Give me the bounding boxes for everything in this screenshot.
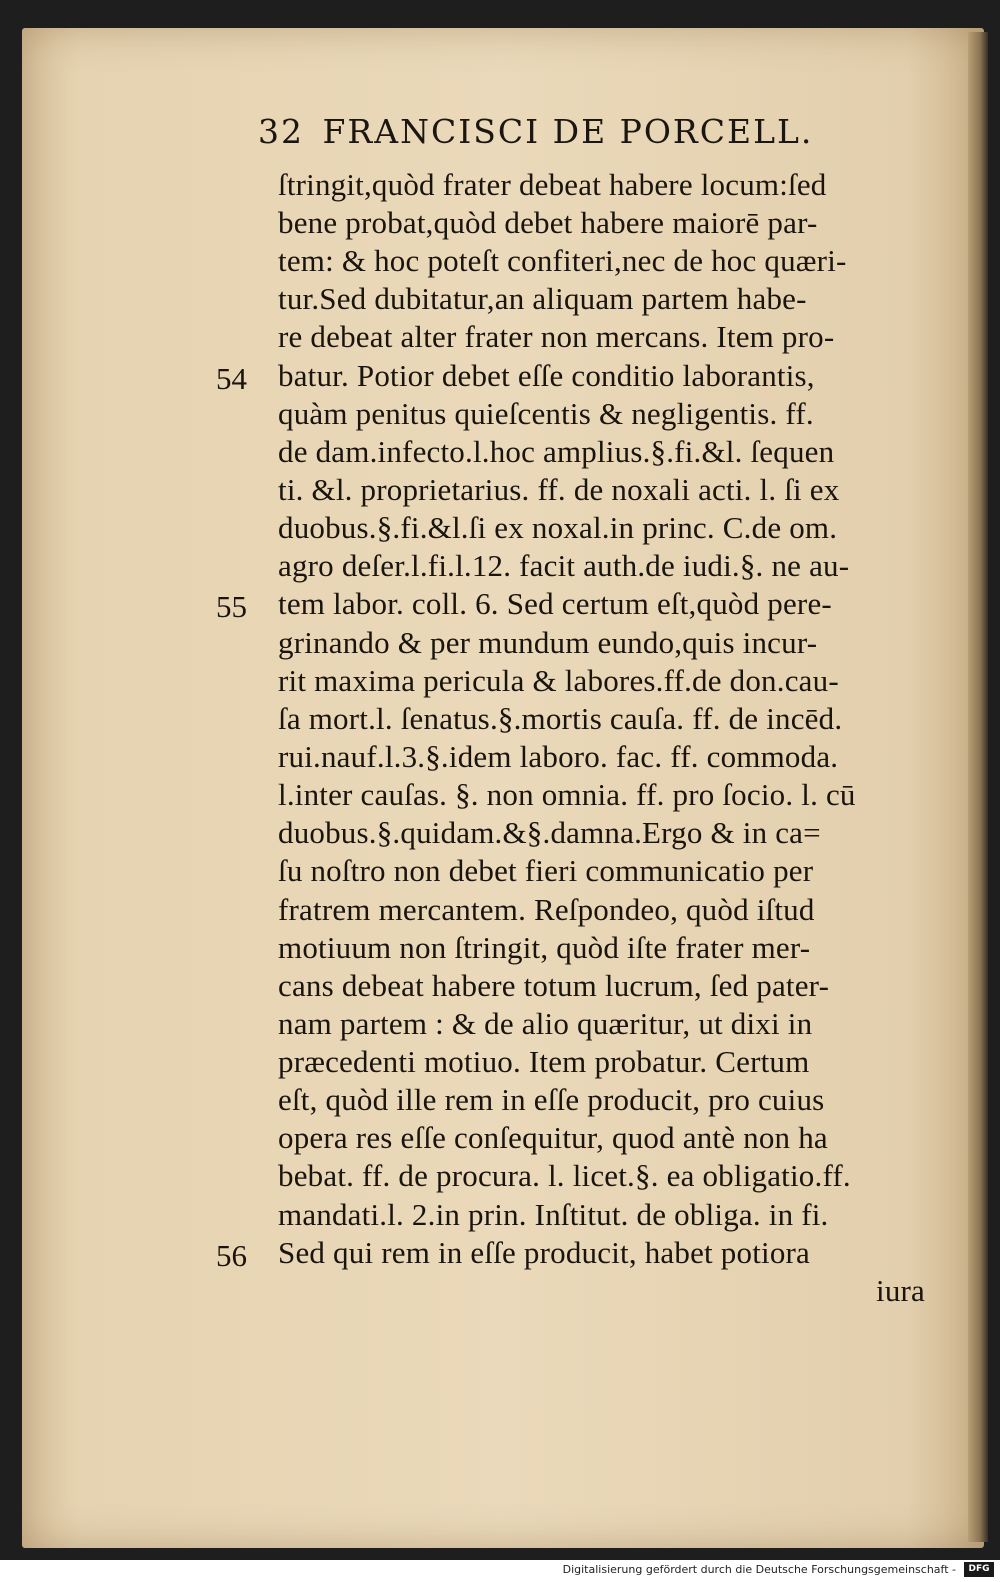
text-line: ſu noſtro non debet fieri communicatio per (278, 853, 814, 888)
text-line: cans debeat habere totum lucrum, ſed pater- (278, 968, 830, 1003)
text-line: rui.nauf.l.3.§.idem laboro. fac. ff. commoda. (278, 739, 839, 774)
text-line: opera res eſſe conſequitur, quod antè non ha (278, 1120, 828, 1155)
running-title: FRANCISCI DE PORCELL. (322, 112, 814, 151)
margin-number: 55 (216, 589, 247, 624)
text-line: bene probat,quòd debet habere maiorē par- (278, 205, 818, 240)
text-line: duobus.§.quidam.&§.damna.Ergo & in ca= (278, 815, 821, 850)
text-line: fratrem mercantem. Reſpondeo, quòd iſtud (278, 892, 815, 927)
running-head (258, 112, 898, 162)
text-line: mandati.l. 2.in prin. Inſtitut. de obliga. in fi. (278, 1197, 829, 1232)
text-line: motiuum non ſtringit, quòd iſte frater mer- (278, 930, 811, 965)
text-line: tem labor. coll. 6. Sed certum eſt,quòd pere- (278, 586, 832, 621)
text-line: tem: & hoc poteſt confiteri,nec de hoc quæri- (278, 243, 847, 278)
text-line: bebat. ff. de procura. l. licet.§. ea obligatio.ff. (278, 1158, 851, 1193)
text-line: rit maxima pericula & labores.ff.de don.cau- (278, 663, 839, 698)
margin-number: 54 (216, 361, 247, 396)
text-line: agro deſer.l.fi.l.12. facit auth.de iudi.§. ne au- (278, 548, 850, 583)
text-line: de dam.infecto.l.hoc amplius.§.fi.&l. ſequen (278, 434, 835, 469)
text-line: duobus.§.fi.&l.ſi ex noxal.in princ. C.de om. (278, 510, 838, 545)
page-edge (968, 32, 988, 1542)
page-number: 32 (258, 112, 304, 151)
text-line: tur.Sed dubitatur,an aliquam partem habe- (278, 281, 807, 316)
text-line: ti. &l. proprietarius. ff. de noxali acti. l. ſi ex (278, 472, 840, 507)
text-line: Sed qui rem in eſſe producit, habet potiora (278, 1235, 811, 1270)
text-line: grinando & per mundum eundo,quis incur- (278, 625, 818, 660)
text-line: re debeat alter frater non mercans. Item pro- (278, 319, 835, 354)
text-line: quàm penitus quieſcentis & negligentis. ff. (278, 396, 814, 431)
margin-number: 56 (216, 1238, 247, 1273)
text-line: nam partem : & de alio quæritur, ut dixi in (278, 1006, 813, 1041)
text-line: ſtringit,quòd frater debeat habere locum:ſed (278, 167, 827, 202)
funding-credit: Digitalisierung gefördert durch die Deutsche Forschungsgemeinschaft - (562, 1563, 956, 1576)
text-line: præcedenti motiuo. Item probatur. Certum (278, 1044, 810, 1079)
text-line: batur. Potior debet eſſe conditio laborantis, (278, 358, 815, 393)
catchword: iura (876, 1273, 925, 1308)
dfg-logo: DFG (964, 1562, 994, 1577)
text-line: ſa mort.l. ſenatus.§.mortis cauſa. ff. de incēd. (278, 701, 843, 736)
text-line: l.inter cauſas. §. non omnia. ff. pro ſocio. l. cū (278, 777, 856, 812)
text-line: eſt, quòd ille rem in eſſe producit, pro cuius (278, 1082, 825, 1117)
